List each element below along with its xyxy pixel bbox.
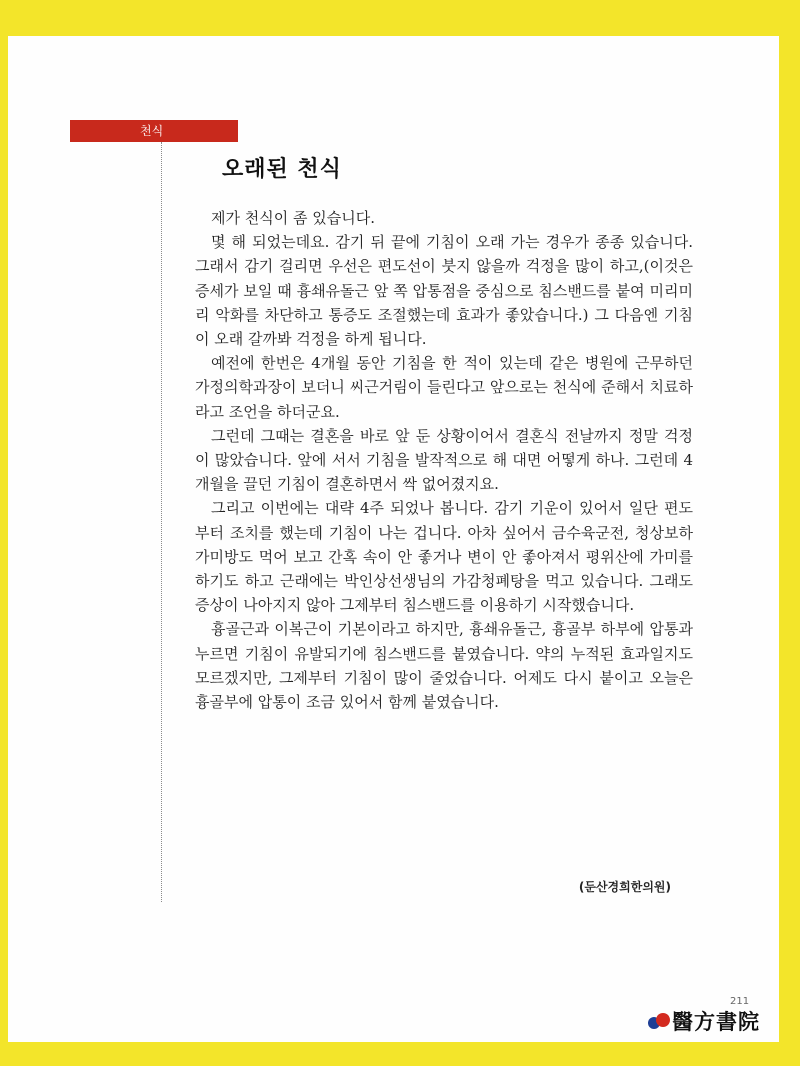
article-body	[195, 206, 693, 714]
paragraph: 그리고 이번에는 대략 4주 되었나 봅니다. 감기 기운이 있어서 일단 편도부터 조치를 했는데 기침이 나는 겁니다. 아차 싶어서 금수육군전, 청상보하 가미방도 먹어 보고 간혹 속이 안 좋거나 변이 안 좋아져서 평위산에 가미를 하기도 하고 근래에는 박인상선생님의 가감청폐탕을 먹고 있습니다. 그래도 증상이 나아지지 않아 그제부터 침스밴드를 이용하기 시작했습니다.	[195, 499, 693, 615]
page	[8, 36, 779, 1042]
author-signature: (둔산경희한의원)	[578, 880, 671, 894]
publisher-logo	[648, 1008, 760, 1034]
paragraph: 그런데 그때는 결혼을 바로 앞 둔 상황이어서 결혼식 전날까지 정말 걱정이 많았습니다. 앞에 서서 기침을 발작적으로 해 대면 어떻게 하나. 그런데 4개월을 끌던 기침이 결혼하면서 싹 없어졌지요.	[195, 426, 693, 494]
paragraph: 흉골근과 이복근이 기본이라고 하지만, 흉쇄유돌근, 흉골부 하부에 압통과 누르면 기침이 유발되기에 침스밴드를 붙였습니다. 약의 누적된 효과일지도 모르겠지만, 그제부터 기침이 많이 줄었습니다. 어제도 다시 붙이고 오늘은 흉골부에 압통이 조금 있어서 함께 붙였습니다.	[195, 620, 693, 712]
paragraph: 예전에 한번은 4개월 동안 기침을 한 적이 있는데 같은 병원에 근무하던 가정의학과장이 보더니 씨근거림이 들린다고 앞으로는 천식에 준해서 치료하라고 조언을 하더군요.	[195, 354, 693, 421]
publisher-logo-icon	[648, 1011, 672, 1031]
paragraph: 제가 천식이 좀 있습니다.	[211, 209, 375, 227]
dotted-divider	[161, 142, 162, 902]
section-tab: 천식	[70, 120, 238, 142]
publisher-logo-text: 醫方書院	[672, 1009, 760, 1034]
page-number: 211	[730, 996, 750, 1007]
paragraph: 몇 해 되었는데요. 감기 뒤 끝에 기침이 오래 가는 경우가 종종 있습니다. 그래서 감기 걸리면 우선은 편도선이 붓지 않을까 걱정을 많이 하고,(이것은 증세가 보일 때 흉쇄유돌근 앞 쪽 압통점을 중심으로 침스밴드를 붙여 미리미리 악화를 차단하고 통증도 조절했는데 효과가 좋았습니다.) 그 다음엔 기침이 오래 갈까봐 걱정을 하게 됩니다.	[195, 233, 693, 349]
page-title: 오래된 천식	[222, 157, 342, 182]
